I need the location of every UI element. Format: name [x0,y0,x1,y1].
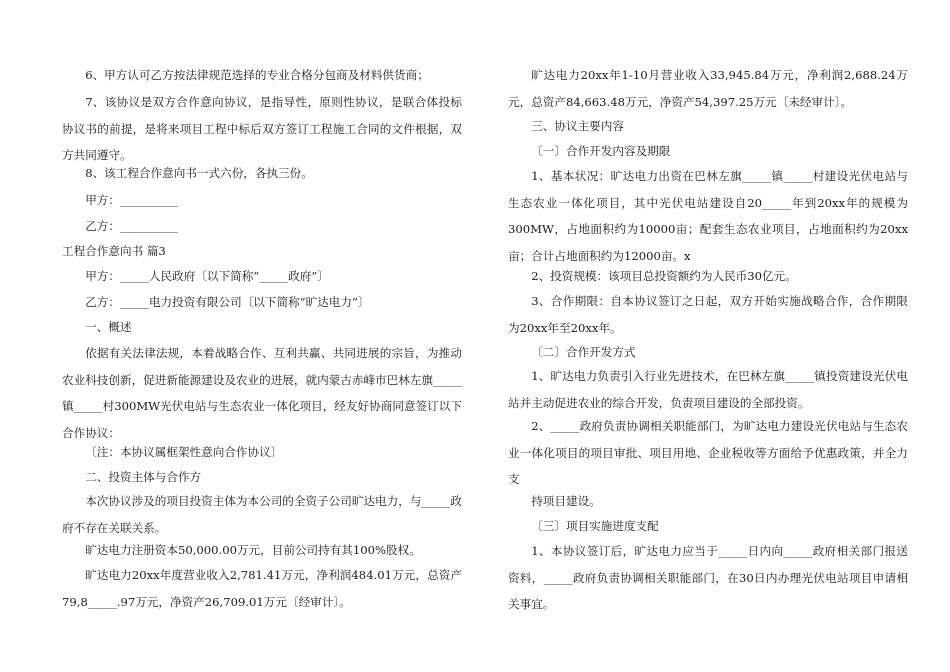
development-item-2: 2、_____政府负责协调相关职能部门，为旷达电力建设光伏电站与生态农业一体化项目的项目审批、项目用地、企业税收等方面给予优惠政策，并全力支 [508,419,908,486]
investor-paragraph: 本次协议涉及的项目投资主体为本公司的全资子公司旷达电力，与_____政府不存在关联关系。 [62,494,462,535]
party-b-signature: 乙方：__________ [85,219,178,233]
note-line: 〔注：本协议属框架性意向合作协议〕 [85,445,283,459]
development-item-1: 1、旷达电力负责引入行业先进技术，在巴林左旗_____镇投资建设光伏电站并主动促进农业的综合开发，负责项目建设的全部投资。 [508,369,908,410]
clause-6: 6、甲方认可乙方按法律规范选择的专业合格分包商及材料供货商； [85,68,429,82]
party-a-signature: 甲方：__________ [85,193,178,207]
heading-overview: 一、概述 [85,320,132,334]
subheading-schedule: 〔三〕项目实施进度支配 [531,519,659,533]
cooperation-term-paragraph: 3、合作期限：自本协议签订之日起，双方开始实施战略合作，合作期限为20xx年至20xx年。 [508,294,908,335]
section-title: 工程合作意向书 篇3 [62,244,166,258]
clause-8: 8、该工程合作意向书一式六份，各执三份。 [85,166,313,180]
overview-paragraph: 依据有关法律法规，本着战略合作、互利共赢、共同进展的宗旨，为推动农业科技创新，促进新能源建设及农业的进展，就内蒙古赤峰市巴林左旗_____镇_____村300MW光伏电站与生态农业一体化项目，经友好协商同意签订以下合作协议： [62,346,462,440]
clause-7: 7、该协议是双方合作意向协议，是指导性，原则性协议，是联合体投标协议书的前提，是将来项目工程中标后双方签订工程施工合同的文件根据，双方共同遵守。 [62,95,462,162]
subheading-content-term: 〔一〕合作开发内容及期限 [531,144,671,158]
heading-investors: 二、投资主体与合作方 [85,470,202,484]
interim-figures-paragraph: 旷达电力20xx年1-10月营业收入33,945.84万元，净利润2,688.24万元，总资产84,663.48万元，净资产54,397.25万元〔未经审计〕。 [508,68,908,109]
annual-figures-paragraph: 旷达电力20xx年度营业收入2,781.41万元，净利润484.01万元，总资产79,8_____.97万元，净资产26,709.01万元〔经审计〕。 [62,568,462,609]
basic-status-paragraph: 1、基本状况：旷达电力出资在巴林左旗_____镇_____村建设光伏电站与生态农业一体化项目，其中光伏电站建设自20_____年到20xx年的规模为300MW，占地面积约为10000亩；配套生态农业项目，占地面积约为20xx亩；合计占地面积约为12000亩。x [508,169,908,263]
party-b-line: 乙方：_____电力投资有限公司〔以下简称“旷达电力”〕 [85,295,370,309]
capital-paragraph: 旷达电力注册资本50,000.00万元，目前公司持有其100%股权。 [85,543,421,557]
party-a-line: 甲方：_____人民政府〔以下简称“_____政府”〕 [85,269,329,283]
schedule-item-1: 1、本协议签订后，旷达电力应当于_____日内向_____政府相关部门报送资料，_____政府负责协调相关职能部门，在30日内办理光伏电站项目申请相关事宜。 [508,544,908,611]
development-item-2-continued: 持项目建设。 [531,494,601,508]
subheading-development-mode: 〔二〕合作开发方式 [531,345,636,359]
heading-main-content: 三、协议主要内容 [531,119,624,133]
investment-scale-paragraph: 2、投资规模：该项目总投资额约为人民币30亿元。 [531,269,797,283]
